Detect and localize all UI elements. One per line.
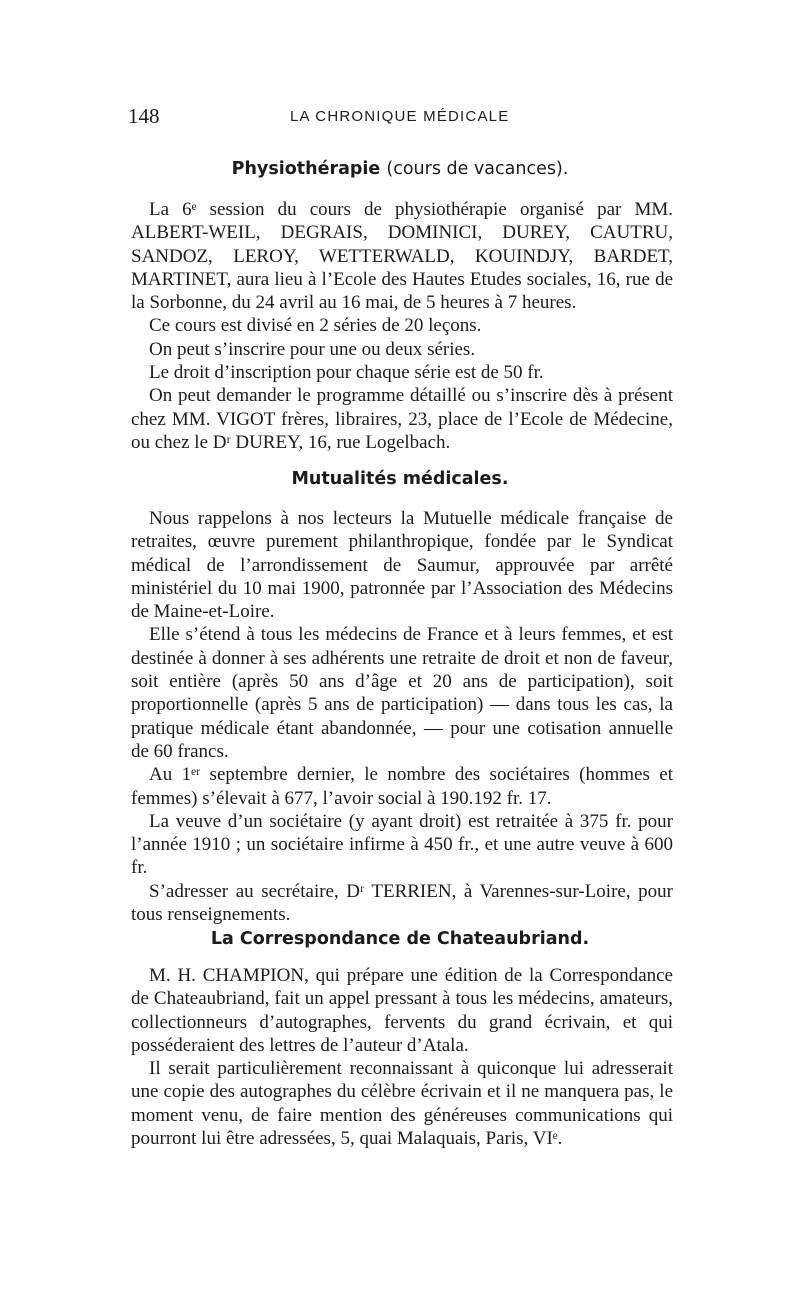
section-title-aside: (cours de vacances). (386, 159, 569, 179)
paragraph: Le droit d’inscription pour chaque série est de 50 fr. (149, 362, 544, 384)
paragraph: Ce cours est divisé en 2 séries de 20 leçons. (149, 315, 482, 337)
paragraph: La veuve d’un sociétaire (y ayant droit) est retraitée à 375 fr. pour l’année 1910 ; un sociétaire infirme à 450 fr., et une autre veuve à 600 fr. (131, 810, 673, 879)
page-number: 148 (128, 104, 160, 128)
paragraph: Il serait particulièrement reconnaissant à quiconque lui adresserait une copie des autographes du célèbre écrivain et il ne manquera pas, le moment venu, de faire mention des généreuses communications qui pourront lui être adressées, 5, quai Malaquais, Paris, VIᵉ. (131, 1058, 673, 1150)
paragraph: M. H. CHAMPION, qui prépare une édition de la Correspondance de Chateaubriand, fait un appel pressant à tous les médecins, amateurs, collectionneurs d’autographes, fervents du grand écrivain, et qui posséderaient des lettres de l’auteur d’Atala. (131, 965, 673, 1056)
paragraph: Elle s’étend à tous les médecins de France et à leurs femmes, et est destinée à donner à ses adhérents une retraite de droit et non de faveur, soit entière (après 50 ans d’âge et 20 ans de participation), soit proportionnelle (après 5 ans de participation) — dans tous les cas, la pratique médicale étant abandonnée, — pour une cotisation annuelle de 60 francs. (131, 624, 673, 762)
section-title-chateaubriand: La Correspondance de Chateaubriand. (210, 929, 590, 949)
section-chateaubriand (131, 964, 673, 1150)
paragraph: S’adresser au secrétaire, Dʳ TERRIEN, à Varennes-sur-Loire, pour tous renseignements. (131, 880, 673, 926)
paragraph: On peut s’inscrire pour une ou deux séries. (149, 338, 476, 360)
section-mutualites (131, 507, 673, 926)
section-title-mutualites: Mutualités médicales. (291, 469, 509, 489)
journal-title: LA CHRONIQUE MÉDICALE (290, 108, 510, 125)
section-title-main: Physiothérapie (231, 159, 381, 179)
paragraph: La 6ᵉ session du cours de physiothérapie organisé par MM. ALBERT-WEIL, DEGRAIS, DOMINICI, DUREY, CAUTRU, SANDOZ, LEROY, WETTERWALD, KOUINDJY, BARDET, MARTINET, aura lieu à l’Ecole des Hautes Etudes sociales, 16, rue de la Sorbonne, du 24 avril au 16 mai, de 5 heures à 7 heures. (131, 199, 673, 314)
running-head (0, 104, 800, 128)
section-title-physiotherapie (128, 158, 672, 180)
paragraph: Nous rappelons à nos lecteurs la Mutuelle médicale française de retraites, œuvre purement philanthropique, fondée par le Syndicat médical de l’arrondissement de Saumur, approuvée par arrêté ministériel du 10 mai 1900, patronnée par l’Association des Médecins de Maine-et-Loire. (131, 508, 673, 623)
paragraph: On peut demander le programme détaillé ou s’inscrire dès à présent chez MM. VIGOT frères, libraires, 23, place de l’Ecole de Médecine, ou chez le Dʳ DUREY, 16, rue Logelbach. (131, 385, 673, 453)
section-physiotherapie (131, 198, 673, 454)
paragraph: Au 1ᵉʳ septembre dernier, le nombre des sociétaires (hommes et femmes) s’élevait à 677, l’avoir social à 190.192 fr. 17. (131, 764, 673, 809)
